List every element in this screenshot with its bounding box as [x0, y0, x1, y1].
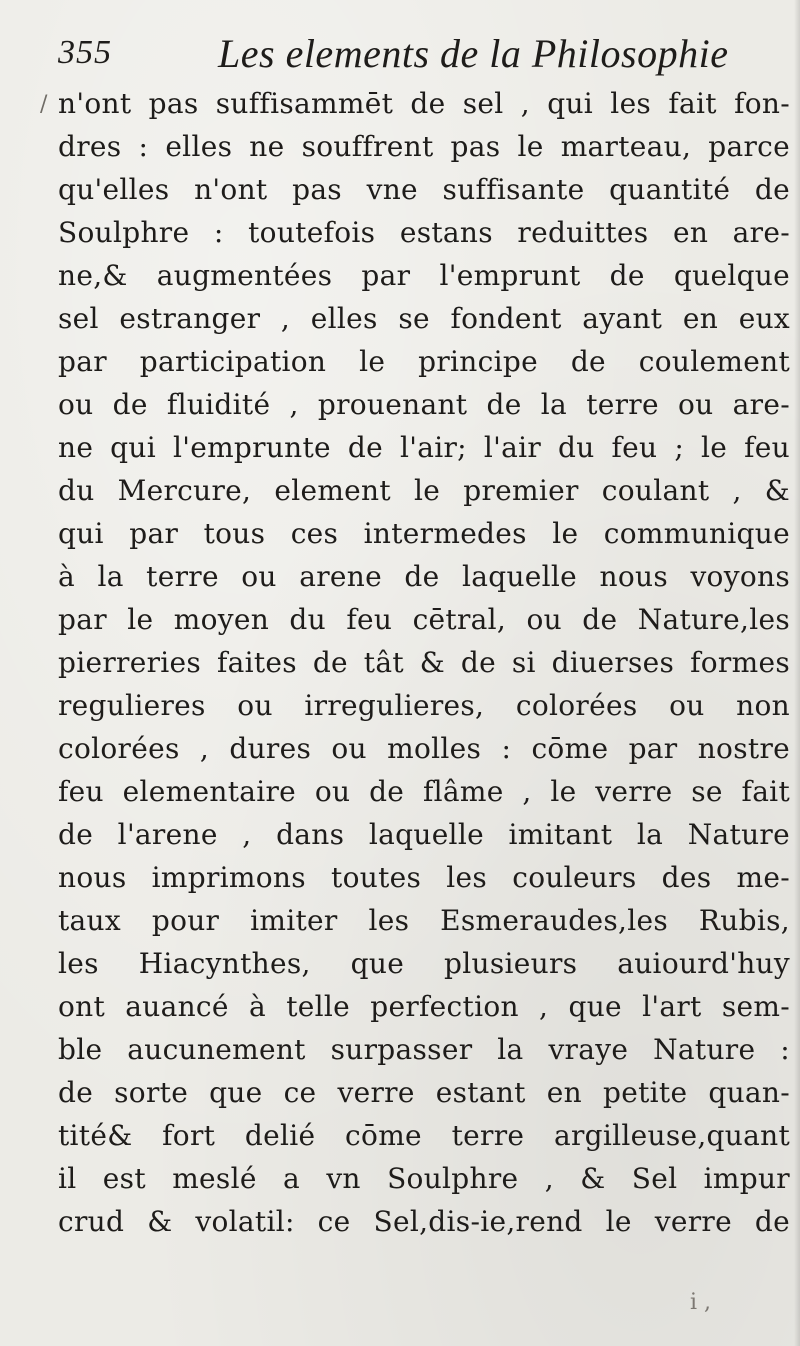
- text-line: ou de fluidité , prouenant de la terre ou are-: [58, 388, 790, 421]
- text-line: à la terre ou arene de laquelle nous voyons: [58, 560, 790, 593]
- text-line: feu elementaire ou de flâme , le verre se fait: [58, 775, 790, 808]
- body-text: [58, 82, 790, 1243]
- text-line: du Mercure, element le premier coulant , &: [58, 474, 790, 507]
- text-line: sel estranger , elles se fondent ayant en eux: [58, 302, 790, 335]
- page-header: [58, 24, 758, 80]
- text-line: crud & volatil: ce Sel,dis-ie,rend le verre de: [58, 1205, 790, 1238]
- text-line: taux pour imiter les Esmeraudes,les Rubis,: [58, 904, 790, 937]
- text-line: par participation le principe de coulement: [58, 345, 790, 378]
- text-line: n'ont pas suffisammēt de sel , qui les fait fon-: [58, 87, 790, 120]
- text-line: par le moyen du feu cētral, ou de Nature,les: [58, 603, 790, 636]
- text-line: les Hiacynthes, que plusieurs auiourd'huy: [58, 947, 790, 980]
- text-line: regulieres ou irregulieres, colorées ou non: [58, 689, 790, 722]
- text-line: pierreries faites de tât & de si diuerses formes: [58, 646, 790, 679]
- text-line: de sorte que ce verre estant en petite quan-: [58, 1076, 790, 1109]
- text-line: dres : elles ne souffrent pas le marteau, parce: [58, 130, 790, 163]
- text-line: tité& fort delié cōme terre argilleuse,quant: [58, 1119, 790, 1152]
- text-line: qu'elles n'ont pas vne suffisante quantité de: [58, 173, 790, 206]
- running-title: Les elements de la Philosophie: [218, 31, 729, 76]
- page-edge-shadow: [794, 0, 800, 1346]
- text-line: Soulphre : toutefois estans reduittes en are-: [58, 216, 790, 249]
- page-number: 355: [58, 34, 112, 71]
- text-line: colorées , dures ou molles : cōme par nostre: [58, 732, 790, 765]
- text-line: il est meslé a vn Soulphre , & Sel impur: [58, 1162, 790, 1195]
- margin-mark: /: [40, 92, 48, 117]
- text-line: qui par tous ces intermedes le communique: [58, 517, 790, 550]
- text-line: ont auancé à telle perfection , que l'art sem-: [58, 990, 790, 1023]
- footer-mark: i ,: [690, 1290, 712, 1315]
- text-line: nous imprimons toutes les couleurs des me-: [58, 861, 790, 894]
- text-line: ne,& augmentées par l'emprunt de quelque: [58, 259, 790, 292]
- text-line: ne qui l'emprunte de l'air; l'air du feu ; le feu: [58, 431, 790, 464]
- text-line: ble aucunement surpasser la vraye Nature :: [58, 1033, 790, 1066]
- text-line: de l'arene , dans laquelle imitant la Nature: [58, 818, 790, 851]
